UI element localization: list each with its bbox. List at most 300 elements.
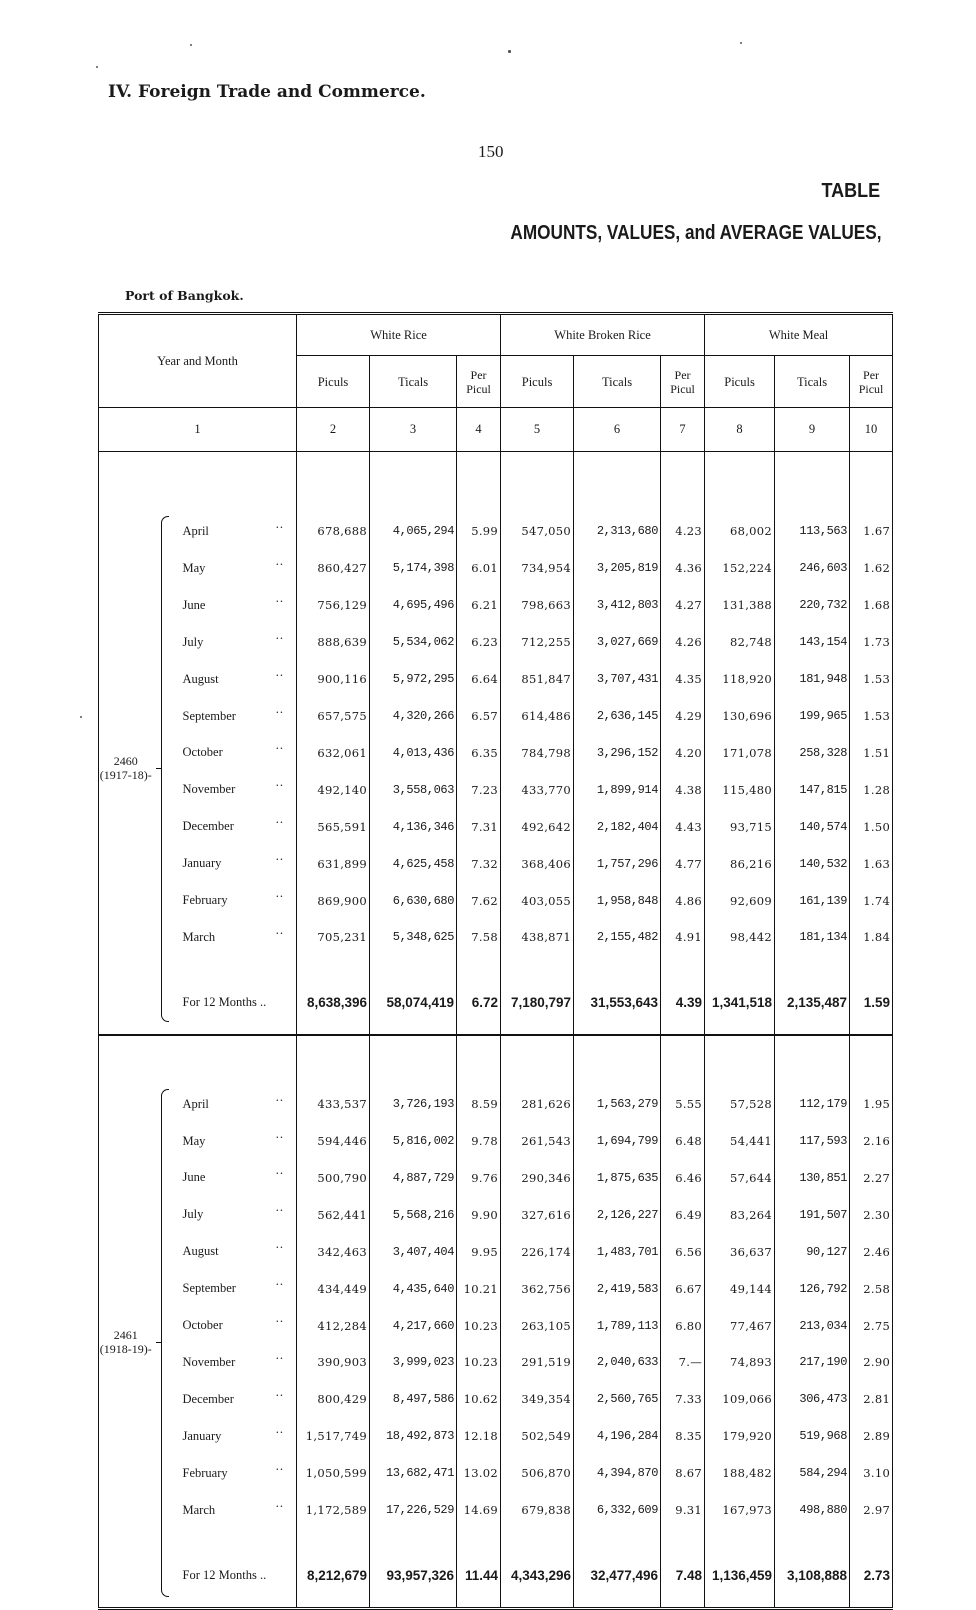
table-row: [99, 1381, 893, 1418]
value-cell: 2.46: [863, 1244, 891, 1259]
value-cell: 1,172,589: [297, 1492, 370, 1529]
value-cell: 562,441: [297, 1196, 370, 1233]
brace-bottom: [161, 1014, 169, 1022]
spacer-cell: [501, 1035, 574, 1086]
month-cell: [177, 1086, 297, 1123]
spacer-cell: [177, 452, 297, 514]
spacer-cell: [297, 1035, 370, 1086]
value-cell: 171,078: [705, 734, 775, 771]
value-cell: 130,696: [705, 698, 775, 735]
leader-dots: ..: [275, 1384, 285, 1399]
value-cell: 109,066: [705, 1381, 775, 1418]
value-cell: 869,900: [297, 882, 370, 919]
value-cell: 4,013,436: [370, 734, 457, 771]
month-cell: [177, 1196, 297, 1233]
speck: [80, 716, 82, 718]
value-cell: 143,154: [775, 624, 850, 661]
value-cell: 498,880: [775, 1492, 850, 1529]
value-cell: 4.35: [661, 661, 705, 698]
section-heading: IV. Foreign Trade and Commerce.: [108, 82, 426, 102]
value-cell: 4.86: [661, 882, 705, 919]
spacer-cell: [661, 1035, 705, 1086]
value-cell: 614,486: [501, 698, 574, 735]
value-cell: 4,435,640: [370, 1270, 457, 1307]
value-cell: 4.20: [661, 734, 705, 771]
value-cell: 6.21: [457, 587, 501, 624]
value-cell: 502,549: [501, 1418, 574, 1455]
month-label: February: [182, 1465, 228, 1480]
value-cell: 565,591: [297, 808, 370, 845]
month-cell: [177, 1159, 297, 1196]
table-row: [99, 698, 893, 735]
total-value-cell: 32,477,496: [574, 1545, 661, 1609]
table-caption: AMOUNTS, VALUES, and AVERAGE VALUES,: [510, 222, 882, 244]
month-label: August: [182, 1244, 219, 1259]
value-cell: 9.95: [457, 1233, 501, 1270]
commodity-header: White Broken Rice: [501, 314, 705, 356]
month-cell: [177, 1270, 297, 1307]
subheader-per-picul: Per Picul: [661, 356, 705, 408]
value-cell: 9.78: [457, 1123, 501, 1160]
table-row: [99, 1307, 893, 1344]
value-cell: 412,284: [297, 1307, 370, 1344]
month-cell: [177, 1418, 297, 1455]
total-label: For 12 Months ..: [177, 972, 297, 1035]
value-cell: 290,346: [501, 1159, 574, 1196]
value-cell: 1.95: [863, 1097, 891, 1112]
subheader-per-picul: Per Picul: [457, 356, 501, 408]
value-cell: 1,563,279: [574, 1086, 661, 1123]
year-group-label: [91, 1328, 161, 1356]
value-cell: 2,313,680: [574, 513, 661, 550]
value-cell: 13,682,471: [370, 1455, 457, 1492]
value-cell: 246,603: [775, 550, 850, 587]
month-label: January: [182, 1428, 222, 1443]
table-row: [99, 1233, 893, 1270]
value-cell: 181,948: [775, 661, 850, 698]
value-cell: 13.02: [457, 1455, 501, 1492]
value-cell: 362,756: [501, 1270, 574, 1307]
total-value-cell: 2.73: [863, 1568, 891, 1584]
value-cell: 851,847: [501, 661, 574, 698]
value-cell: 3,726,193: [370, 1086, 457, 1123]
value-cell: 1.51: [863, 745, 891, 760]
value-cell: 167,973: [705, 1492, 775, 1529]
value-cell: 798,663: [501, 587, 574, 624]
spacer-cell: [574, 956, 661, 972]
subheader-piculs: Piculs: [501, 356, 574, 408]
value-cell: 1,694,799: [574, 1123, 661, 1160]
month-label: June: [182, 597, 206, 612]
value-cell: 4,887,729: [370, 1159, 457, 1196]
month-label: September: [182, 708, 236, 723]
table-row: [99, 771, 893, 808]
spacer-cell: [297, 452, 370, 514]
value-cell: 6.49: [661, 1196, 705, 1233]
year-month-header: Year and Month: [99, 314, 297, 408]
table-row: [99, 1344, 893, 1381]
year-group-label: [91, 754, 161, 782]
spacer-cell: [297, 956, 370, 972]
spacer-cell: [850, 452, 893, 514]
value-cell: 349,354: [501, 1381, 574, 1418]
leader-dots: ..: [275, 590, 285, 605]
spacer-cell: [850, 1035, 893, 1086]
value-cell: 147,815: [775, 771, 850, 808]
value-cell: 306,473: [775, 1381, 850, 1418]
month-label: October: [182, 745, 223, 760]
spacer-cell: [177, 1529, 297, 1545]
month-label: March: [182, 1502, 216, 1517]
month-label: July: [182, 634, 204, 649]
table-row: [99, 1196, 893, 1233]
subheader-ticals: Ticals: [574, 356, 661, 408]
value-cell: 291,519: [501, 1344, 574, 1381]
period-label: (1917-18)-: [99, 768, 152, 783]
value-cell: 7.31: [457, 808, 501, 845]
spacer-cell: [775, 1035, 850, 1086]
value-cell: 4,217,660: [370, 1307, 457, 1344]
table-row: [99, 1159, 893, 1196]
leader-dots: ..: [275, 1495, 285, 1510]
total-value-cell: 8,212,679: [297, 1545, 370, 1609]
value-cell: 403,055: [501, 882, 574, 919]
value-cell: 77,467: [705, 1307, 775, 1344]
leader-dots: ..: [275, 849, 285, 864]
value-cell: 17,226,529: [370, 1492, 457, 1529]
value-cell: 49,144: [705, 1270, 775, 1307]
value-cell: 734,954: [501, 550, 574, 587]
month-cell: [177, 550, 297, 587]
month-cell: [177, 1123, 297, 1160]
value-cell: 82,748: [705, 624, 775, 661]
value-cell: 4.91: [661, 919, 705, 956]
value-cell: 131,388: [705, 587, 775, 624]
value-cell: 36,637: [705, 1233, 775, 1270]
value-cell: 199,965: [775, 698, 850, 735]
page-number: 150: [478, 142, 504, 161]
value-cell: 368,406: [501, 845, 574, 882]
brace-line: [161, 1095, 168, 1590]
value-cell: 5,348,625: [370, 919, 457, 956]
value-cell: 115,480: [705, 771, 775, 808]
value-cell: 2.97: [863, 1503, 891, 1518]
value-cell: 3,407,404: [370, 1233, 457, 1270]
value-cell: 900,116: [297, 661, 370, 698]
spacer-cell: [457, 452, 501, 514]
value-cell: 1.74: [863, 893, 891, 908]
total-value-cell: 31,553,643: [574, 972, 661, 1035]
value-cell: 57,528: [705, 1086, 775, 1123]
value-cell: 6.46: [661, 1159, 705, 1196]
month-cell: [177, 1344, 297, 1381]
trade-table: [98, 312, 893, 1610]
value-cell: 263,105: [501, 1307, 574, 1344]
value-cell: 4.77: [661, 845, 705, 882]
value-cell: 4.36: [661, 550, 705, 587]
value-cell: 1.63: [863, 856, 891, 871]
value-cell: 1,789,113: [574, 1307, 661, 1344]
value-cell: 1,483,701: [574, 1233, 661, 1270]
column-number: 3: [370, 408, 457, 452]
value-cell: 342,463: [297, 1233, 370, 1270]
total-value-cell: 7.48: [661, 1545, 705, 1609]
value-cell: 6,630,680: [370, 882, 457, 919]
spacer-cell: [775, 956, 850, 972]
value-cell: 500,790: [297, 1159, 370, 1196]
value-cell: 433,770: [501, 771, 574, 808]
value-cell: 261,543: [501, 1123, 574, 1160]
value-cell: 9.90: [457, 1196, 501, 1233]
commodity-header: White Rice: [297, 314, 501, 356]
subheader-piculs: Piculs: [297, 356, 370, 408]
value-cell: 3,027,669: [574, 624, 661, 661]
spacer-cell: [297, 1529, 370, 1545]
table-row: [99, 1418, 893, 1455]
commodity-header: White Meal: [705, 314, 893, 356]
leader-dots: ..: [275, 1311, 285, 1326]
total-value-cell: 1.59: [863, 995, 891, 1011]
value-cell: 68,002: [705, 513, 775, 550]
spacer-cell: [457, 956, 501, 972]
value-cell: 327,616: [501, 1196, 574, 1233]
value-cell: 756,129: [297, 587, 370, 624]
table-row: [99, 587, 893, 624]
value-cell: 1.62: [863, 561, 891, 576]
spacer-cell: [501, 1529, 574, 1545]
value-cell: 784,798: [501, 734, 574, 771]
value-cell: 594,446: [297, 1123, 370, 1160]
value-cell: 1.84: [863, 930, 891, 945]
value-cell: 4,065,294: [370, 513, 457, 550]
leader-dots: ..: [275, 553, 285, 568]
value-cell: 2.58: [863, 1281, 891, 1296]
spacer-cell: [574, 1529, 661, 1545]
spacer-cell: [775, 1529, 850, 1545]
month-cell: [177, 698, 297, 735]
value-cell: 2.75: [863, 1318, 891, 1333]
leader-dots: ..: [275, 1421, 285, 1436]
month-cell: [177, 1455, 297, 1492]
column-number: 6: [574, 408, 661, 452]
value-cell: 3,558,063: [370, 771, 457, 808]
spacer-cell: [370, 1035, 457, 1086]
value-cell: 10.62: [457, 1381, 501, 1418]
table-row: [99, 513, 893, 550]
value-cell: 188,482: [705, 1455, 775, 1492]
month-cell: [177, 845, 297, 882]
year-label: 2460: [113, 754, 138, 769]
leader-dots: ..: [275, 1126, 285, 1141]
total-value-cell: 7,180,797: [501, 972, 574, 1035]
value-cell: 18,492,873: [370, 1418, 457, 1455]
column-number: 10: [850, 408, 893, 452]
month-label: April: [182, 523, 209, 538]
value-cell: 4,320,266: [370, 698, 457, 735]
month-label: December: [182, 819, 234, 834]
month-label: December: [182, 1391, 234, 1406]
value-cell: 213,034: [775, 1307, 850, 1344]
spacer-cell: [850, 956, 893, 972]
month-label: August: [182, 671, 219, 686]
value-cell: 4.23: [661, 513, 705, 550]
value-cell: 584,294: [775, 1455, 850, 1492]
speck: [96, 66, 98, 68]
value-cell: 1,899,914: [574, 771, 661, 808]
table-row: [99, 845, 893, 882]
spacer-cell: [457, 1529, 501, 1545]
month-label: October: [182, 1318, 223, 1333]
column-number: 7: [661, 408, 705, 452]
subheader-ticals: Ticals: [775, 356, 850, 408]
month-cell: [177, 919, 297, 956]
value-cell: 3,205,819: [574, 550, 661, 587]
leader-dots: ..: [275, 1237, 285, 1252]
table-label: TABLE: [821, 180, 880, 202]
month-cell: [177, 1307, 297, 1344]
value-cell: 632,061: [297, 734, 370, 771]
value-cell: 4,394,870: [574, 1455, 661, 1492]
spacer-cell: [705, 452, 775, 514]
value-cell: 631,899: [297, 845, 370, 882]
value-cell: 6.56: [661, 1233, 705, 1270]
table-row: [99, 919, 893, 956]
value-cell: 4.43: [661, 808, 705, 845]
value-cell: 7.23: [457, 771, 501, 808]
table-row: [99, 734, 893, 771]
value-cell: 10.23: [457, 1344, 501, 1381]
spacer-cell: [661, 1529, 705, 1545]
value-cell: 1.68: [863, 598, 891, 613]
total-row: [99, 1545, 893, 1609]
value-cell: 1.73: [863, 635, 891, 650]
subheader-ticals: Ticals: [370, 356, 457, 408]
value-cell: 2.30: [863, 1207, 891, 1222]
value-cell: 281,626: [501, 1086, 574, 1123]
spacer-cell: [850, 1529, 893, 1545]
value-cell: 5.55: [661, 1086, 705, 1123]
month-cell: [177, 882, 297, 919]
value-cell: 112,179: [775, 1086, 850, 1123]
month-label: March: [182, 929, 216, 944]
value-cell: 679,838: [501, 1492, 574, 1529]
value-cell: 2.89: [863, 1429, 891, 1444]
value-cell: 83,264: [705, 1196, 775, 1233]
leader-dots: ..: [275, 701, 285, 716]
year-group-cell: [99, 452, 177, 1035]
total-value-cell: 4,343,296: [501, 1545, 574, 1609]
speck: [740, 42, 742, 44]
leader-dots: ..: [275, 1458, 285, 1473]
leader-dots: ..: [275, 664, 285, 679]
total-row: [99, 972, 893, 1035]
month-label: February: [182, 893, 228, 908]
value-cell: 9.31: [661, 1492, 705, 1529]
table-row: [99, 882, 893, 919]
value-cell: 220,732: [775, 587, 850, 624]
total-label: For 12 Months ..: [177, 1545, 297, 1609]
value-cell: 800,429: [297, 1381, 370, 1418]
value-cell: 1,958,848: [574, 882, 661, 919]
value-cell: 113,563: [775, 513, 850, 550]
leader-dots: ..: [275, 1163, 285, 1178]
value-cell: 7.62: [457, 882, 501, 919]
value-cell: 547,050: [501, 513, 574, 550]
leader-dots: ..: [275, 812, 285, 827]
brace-bottom: [161, 1589, 169, 1597]
value-cell: 5.99: [457, 513, 501, 550]
value-cell: 57,644: [705, 1159, 775, 1196]
leader-dots: ..: [275, 738, 285, 753]
value-cell: 4.38: [661, 771, 705, 808]
month-label: May: [182, 1133, 206, 1148]
table-row: [99, 1455, 893, 1492]
value-cell: 1,875,635: [574, 1159, 661, 1196]
value-cell: 2,126,227: [574, 1196, 661, 1233]
brace-point: [156, 1342, 162, 1343]
value-cell: 90,127: [775, 1233, 850, 1270]
port-label: Port of Bangkok.: [125, 288, 244, 303]
subheader-piculs: Piculs: [705, 356, 775, 408]
month-cell: [177, 1233, 297, 1270]
value-cell: 519,968: [775, 1418, 850, 1455]
value-cell: 126,792: [775, 1270, 850, 1307]
month-label: September: [182, 1281, 236, 1296]
value-cell: 434,449: [297, 1270, 370, 1307]
speck: [508, 50, 511, 53]
table-row: [99, 1270, 893, 1307]
month-cell: [177, 808, 297, 845]
value-cell: 118,920: [705, 661, 775, 698]
value-cell: 7.58: [457, 919, 501, 956]
value-cell: 1.53: [863, 672, 891, 687]
value-cell: 10.21: [457, 1270, 501, 1307]
value-cell: 1,517,749: [297, 1418, 370, 1455]
spacer-cell: [705, 956, 775, 972]
value-cell: 117,593: [775, 1123, 850, 1160]
leader-dots: ..: [275, 517, 285, 532]
value-cell: 92,609: [705, 882, 775, 919]
value-cell: 2,182,404: [574, 808, 661, 845]
value-cell: 712,255: [501, 624, 574, 661]
value-cell: 888,639: [297, 624, 370, 661]
spacer-cell: [370, 956, 457, 972]
total-value-cell: 93,957,326: [370, 1545, 457, 1609]
total-value-cell: 4.39: [661, 972, 705, 1035]
month-cell: [177, 771, 297, 808]
table-row: [99, 1086, 893, 1123]
value-cell: 6.80: [661, 1307, 705, 1344]
value-cell: 1.53: [863, 709, 891, 724]
value-cell: 3,296,152: [574, 734, 661, 771]
value-cell: 4,695,496: [370, 587, 457, 624]
speck: [190, 44, 192, 46]
total-value-cell: 8,638,396: [297, 972, 370, 1035]
value-cell: 4.27: [661, 587, 705, 624]
table-body: [99, 452, 893, 1609]
value-cell: 12.18: [457, 1418, 501, 1455]
value-cell: 433,537: [297, 1086, 370, 1123]
value-cell: 217,190: [775, 1344, 850, 1381]
total-value-cell: 11.44: [457, 1545, 501, 1609]
value-cell: 2,560,765: [574, 1381, 661, 1418]
month-cell: [177, 1381, 297, 1418]
spacer-cell: [574, 452, 661, 514]
month-cell: [177, 734, 297, 771]
spacer-cell: [501, 956, 574, 972]
month-label: July: [182, 1207, 204, 1222]
value-cell: 2,636,145: [574, 698, 661, 735]
